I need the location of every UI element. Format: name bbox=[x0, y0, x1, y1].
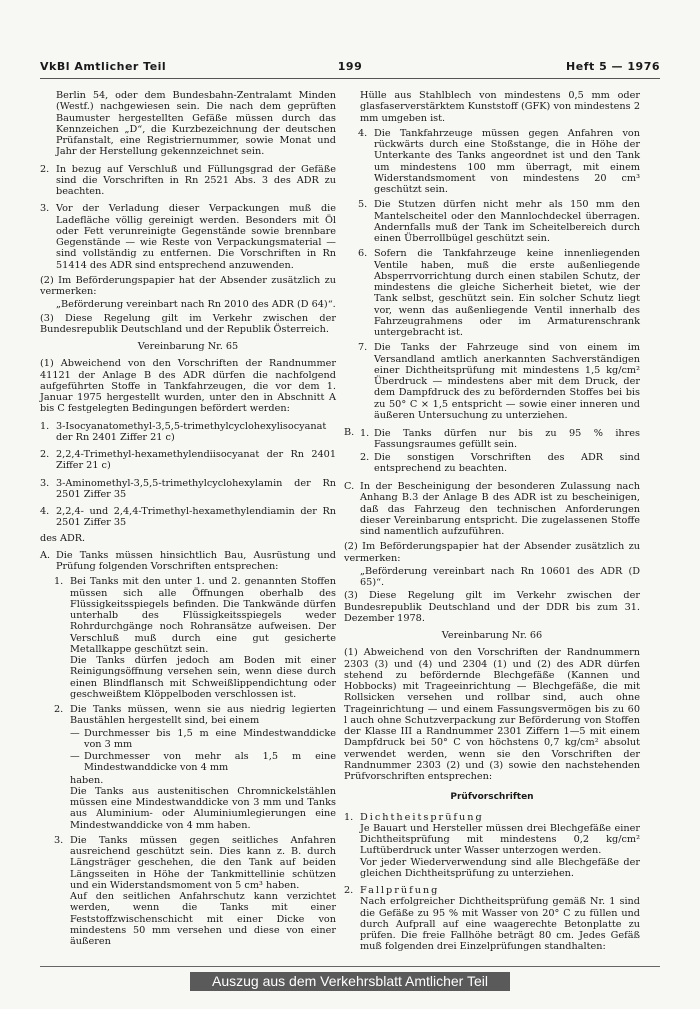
journal-title: VkBl Amtlicher Teil bbox=[40, 60, 167, 73]
section-heading: Vereinbarung Nr. 65 bbox=[137, 341, 239, 352]
list-item: 3. Die Tanks müssen gegen seitliches Anfahren ausreichend geschützt sein. Dies kann z. B. durch Längsträger geschehen, die den Tank auf beiden Längsseiten in Höhe der Tankmittellinie schützen und ein Widerstandsmoment von 5 cm³ haben. Auf den seitlichen Anfahrschutz kann verzichtet werden, wenn die Tanks mit einer Feststoffzwischenschicht mit einer Dicke von mindestens 50 mm versehen und diese von einer äußeren bbox=[54, 834, 336, 947]
list-item: 7. Die Tanks der Fahrzeuge sind von einem im Versandland amtlich anerkannten Sachverständigen einer Dichtheitsprüfung mit mindestens 1,5 kg/cm² Überdruck — mindestens aber mit dem Druck, der dem Dampfdruck des zu befördernden Stoffes bei bis zu 50° C × 1,5 entspricht — sowie einer inneren und äußeren Untersuchung zu unterziehen. bbox=[358, 342, 640, 421]
paragraph: Berlin 54, oder dem Bundesbahn-Zentralamt Minden (Westf.) nachgewiesen sein. Die nach dem geprüften Baumuster hergestellten Gefäße müssen durch das Kennzeichen „D“, die Kurzbezeichnung der deutschen Prüfanstalt, eine Registriernummer, sowie Monat und Jahr der Herstellung gekennzeichnet sein. bbox=[56, 90, 336, 158]
issue-label: Heft 5 — 1976 bbox=[566, 60, 660, 73]
quote: „Beförderung vereinbart nach Rn 2010 des ADR (D 64)“. bbox=[56, 299, 336, 311]
subsection-heading: Prüfvorschriften bbox=[450, 792, 534, 803]
list-item: 1. 3-Isocyanatomethyl-3,5,5-trimethylcyclohexylisocyanat der Rn 2401 Ziffer 21 c) bbox=[40, 420, 327, 443]
list-item: 6. Sofern die Tankfahrzeuge keine innenliegenden Ventile haben, muß die erste außenliegende Absperrvorrichtung durch einen stabilen Schutz, der mindestens die gleiche Sicherheit bietet, wie der Tank selbst, geschützt sein. Ein solcher Schutz liegt vor, wenn das außenliegende Ventil innerhalb des Fahrzeugrahmens oder im Armaturenschrank untergebracht ist. bbox=[358, 248, 640, 338]
quote: „Beförderung vereinbart nach Rn 10601 des ADR (D 65)“. bbox=[360, 565, 640, 588]
list-item: 4. Die Tankfahrzeuge müssen gegen Anfahren von rückwärts durch eine Stoßstange, die in Höhe der Unterkante des Tanks angeordnet ist und den Tank um mindestens 100 mm überragt, mit einem Widerstandsmoment von mindestens 20 cm³ geschützt sein. bbox=[358, 127, 640, 195]
paragraph: (3) Diese Regelung gilt im Verkehr zwischen der Bundesrepublik Deutschland und der DDR bis zum 31. Dezember 1978. bbox=[344, 590, 640, 624]
right-column bbox=[344, 90, 640, 957]
list-item: 3. 3-Aminomethyl-3,5,5-trimethylcyclohexylamin der Rn 2501 Ziffer 35 bbox=[40, 477, 336, 500]
list-item: B. 1. Die Tanks dürfen nur bis zu 95 % ihres Fassungsraumes gefüllt sein. 2. Die sonstigen Vorschriften des ADR sind entsprechend zu beachten. bbox=[344, 427, 640, 474]
footer-rule bbox=[40, 966, 660, 967]
paragraph: (2) Im Beförderungspapier hat der Absender zusätzlich zu vermerken: bbox=[344, 541, 640, 564]
list-item: 3. Vor der Verladung dieser Verpackungen muß die Ladefläche völlig gereinigt werden. Besonders mit Öl oder Fett verunreinigte Gegenstände sowie brennbare Gegenstände — wie Reste von Verpackungsmaterial — sind vollständig zu entfernen. Die Vorschriften in Rn 51414 des ADR sind entsprechend anzuwenden. bbox=[40, 203, 336, 271]
page-header bbox=[40, 60, 660, 78]
paragraph: (2) Im Beförderungspapier hat der Absender zusätzlich zu vermerken: bbox=[40, 274, 336, 297]
list-item: A. Die Tanks müssen hinsichtlich Bau, Ausrüstung und Prüfung folgenden Vorschriften entsprechen: bbox=[40, 549, 336, 572]
list-item: 1. Dichtheitsprüfung Je Bauart und Hersteller müssen drei Blechgefäße einer Dichtheitsprüfung mit mindestens 0,2 kg/cm² Luftüberdruck unter Wasser unterzogen werden. Vor jeder Wiederverwendung sind alle Blechgefäße der gleichen Dichtheitsprüfung zu unterziehen. bbox=[344, 811, 640, 879]
page-number: 199 bbox=[337, 60, 363, 73]
paragraph: des ADR. bbox=[40, 532, 86, 544]
paragraph: (1) Abweichend von den Vorschriften der Randnummern 2303 (3) und (4) und 2304 (1) und (2) des ADR dürfen stehend zu befördernde Blechgefäße (Kannen und Hobbocks) mit Trageeinrichtung — Blechgefäße, die mit Rollsicken versehen und rollbar sind, auch ohne Trageinrichtung — und einem Fassungsvermögen bis zu 60 l auch ohne Schutzverpackung zur Beförderung von Stoffen der Klasse III a Randnummer 2301 Ziffern 1—5 mit einem Dampfdruck bei 50° C von höchstens 0,7 kg/cm² absolut verwendet werden, wenn sie den Vorschriften der Randnummer 2303 (2) und (3) sowie den nachstehenden Prüfvorschriften entsprechen: bbox=[344, 647, 640, 782]
header-rule bbox=[40, 78, 660, 79]
list-item: 5. Die Stutzen dürfen nicht mehr als 150 mm den Mantelscheitel oder den Mannlochdeckel überragen. Andernfalls muß der Tank im Scheitelbereich durch einen Überrollbügel geschützt sein. bbox=[358, 199, 640, 244]
left-column bbox=[40, 90, 336, 951]
footer-banner: Auszug aus dem Verkehrsblatt Amtlicher Teil bbox=[190, 972, 510, 991]
section-heading: Vereinbarung Nr. 66 bbox=[441, 630, 543, 641]
list-item: 2. Fallprüfung Nach erfolgreicher Dichtheitsprüfung gemäß Nr. 1 sind die Gefäße zu 95 % mit Wasser von 20° C zu füllen und durch Aufprall auf eine waagerechte Betonplatte zu prüfen. Die freie Fallhöhe beträgt 80 cm. Jedes Gefäß muß folgenden drei Einzelprüfungen standhalten: bbox=[344, 885, 640, 953]
list-item: 2. Die Tanks müssen, wenn sie aus niedrig legierten Baustählen hergestellt sind, bei einem — Durchmesser bis 1,5 m eine Mindestwanddicke von 3 mm — Durchmesser von mehr als 1,5 m eine Mindestwanddicke von 4 mm haben. Die Tanks aus austenitischen Chromnickelstählen müssen eine Mindestwanddicke von 3 mm und Tanks aus Aluminium- oder Aluminiumlegierungen eine Mindestwanddicke von 4 mm haben. bbox=[54, 704, 336, 831]
list-item: 2. In bezug auf Verschluß und Füllungsgrad der Gefäße sind die Vorschriften in Rn 2521 Abs. 3 des ADR zu beachten. bbox=[40, 163, 336, 197]
paragraph: Hülle aus Stahlblech von mindestens 0,5 mm oder glasfaserverstärktem Kunststoff (GFK) von mindestens 2 mm umgeben ist. bbox=[360, 90, 640, 124]
list-item: 1. Bei Tanks mit den unter 1. und 2. genannten Stoffen müssen sich alle Öffnungen oberhalb des Flüssigkeitsspiegels befinden. Die Tankwände dürfen unterhalb des Flüssigkeitsspiegels weder Rohrdurchgänge noch Rohransätze aufweisen. Der Verschluß muß durch eine gut gesicherte Metallkappe geschützt sein. Die Tanks dürfen jedoch am Boden mit einer Reinigungsöffnung versehen sein, wenn diese durch einen Blindflansch mit Schweißlippendichtung oder geschweißtem Klöppelboden verschlossen ist. bbox=[54, 576, 336, 700]
paragraph: (3) Diese Regelung gilt im Verkehr zwischen der Bundesrepublik Deutschland und der Republik Österreich. bbox=[40, 312, 336, 335]
paragraph: (1) Abweichend von den Vorschriften der Randnummer 41121 der Anlage B des ADR dürfen die nachfolgend aufgeführten Stoffe in Tankfahrzeugen, die vor dem 1. Januar 1975 hergestellt wurden, unter den in Abschnitt A bis C festgelegten Bedingungen befördert werden: bbox=[40, 358, 336, 415]
list-item: 2. 2,2,4-Trimethyl-hexamethylendiisocyanat der Rn 2401 Ziffer 21 c) bbox=[40, 449, 336, 472]
list-item: C. In der Bescheinigung der besonderen Zulassung nach Anhang B.3 der Anlage B des ADR ist zu bescheinigen, daß das Fahrzeug den technischen Anforderungen dieser Vereinbarung entspricht. Die zugelassenen Stoffe sind namentlich aufzuführen. bbox=[344, 481, 640, 537]
list-item: 4. 2,2,4- und 2,4,4-Trimethyl-hexamethylendiamin der Rn 2501 Ziffer 35 bbox=[40, 506, 336, 529]
